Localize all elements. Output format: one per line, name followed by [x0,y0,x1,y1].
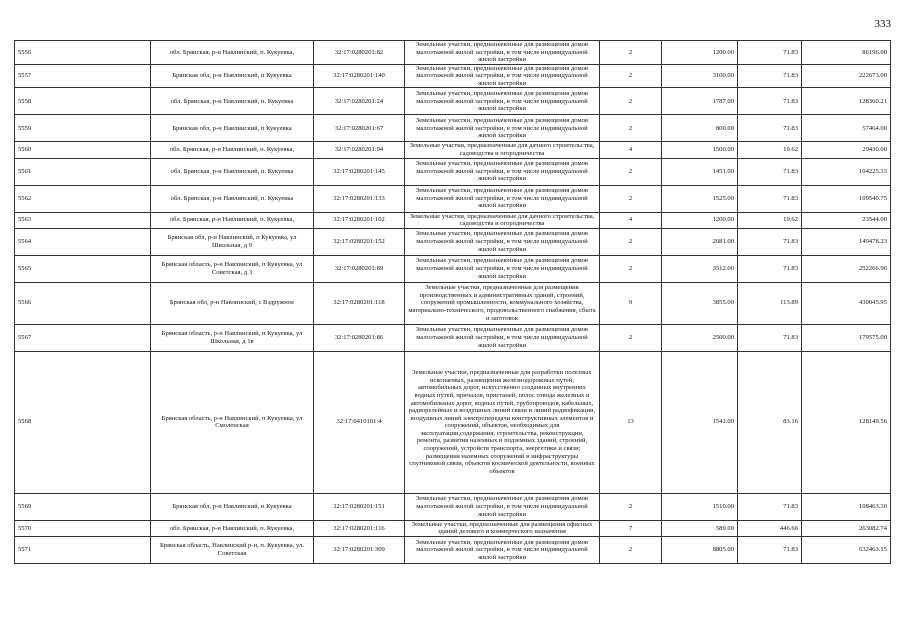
address-cell: обл. Брянская, р-н Навлинский, п. Кукуевка [151,88,314,115]
specific-value-cell: 71.83 [738,64,802,88]
address-cell: обл. Брянская, р-н Навлинский, п. Кукуевка [151,185,314,212]
cadastral-number-cell: 32:17:0280201:67 [314,115,405,142]
cadastral-number-cell: 32:17:0280201:89 [314,255,405,282]
specific-value-cell: 71.83 [738,228,802,255]
cadastral-value-cell: 439045.95 [802,282,891,324]
record-number: 5568 [15,351,151,493]
table-row [15,228,891,255]
specific-value-cell: 446.66 [738,520,802,536]
area-cell: 1525.00 [662,185,738,212]
address-cell: Брянская обл, р-н Навлинский, п Кукуевка, ул Школьная, д 9 [151,228,314,255]
address-cell: обл. Брянская, р-н Навлинский, п. Кукуевка, [151,142,314,158]
area-cell: 1200.00 [662,41,738,65]
address-cell: Брянская обл, р-н Навлинский, п Кукуевка [151,493,314,520]
record-number: 5571 [15,536,151,563]
land-use-cell: Земельные участки, предназначенные для разработки полезных ископаемых, размещения железнодорожных путей, автомобильных дорог, искусственно созданных внутренних водных путей, причалов, пристаней, полос отвода железных и автомобильных дорог, водных путей, трубопроводов, кабельных, радиорелейных и воздушных линий связи и линий радиофикации, воздушных линий электропередачи конструктивных элементов и сооружений, объектов, необходимых для эксплуатации,содержания, строительства, реконструкции, ремонта, развития наземных и подземных зданий, строений, сооружений, устройств транспорта, энергетики и связи; размещения наземных сооружений и инфраструктуры спутниковой связи, объектов космической деятельности, военных объектов [405,351,600,493]
table-row [15,520,891,536]
table-row [15,212,891,228]
table-row [15,41,891,65]
group-cell: 2 [600,228,662,255]
cadastral-value-cell: 104225.33 [802,158,891,185]
specific-value-cell: 71.83 [738,324,802,351]
land-use-cell: Земельные участки, предназначенные для размещения домов малоэтажной жилой застройки, в том числе индивидуальной жилой застройки [405,41,600,65]
table-row [15,536,891,563]
cadastral-value-table [14,40,891,564]
specific-value-cell: 83.16 [738,351,802,493]
cadastral-number-cell: 32:17:0280201:152 [314,228,405,255]
group-cell: 7 [600,520,662,536]
group-cell: 13 [600,351,662,493]
address-cell: Брянская обл, р-н Навлинский, п Кукуевка [151,64,314,88]
specific-value-cell: 71.83 [738,158,802,185]
address-cell: обл. Брянская, р-н Навлинский, п. Кукуевка, [151,41,314,65]
cadastral-value-cell: 109540.75 [802,185,891,212]
table-row [15,142,891,158]
cadastral-value-cell: 222673.00 [802,64,891,88]
table-row [15,351,891,493]
area-cell: 8805.00 [662,536,738,563]
cadastral-value-cell: 632463.15 [802,536,891,563]
specific-value-cell: 19.62 [738,142,802,158]
area-cell: 3100.00 [662,64,738,88]
record-number: 5562 [15,185,151,212]
specific-value-cell: 71.83 [738,41,802,65]
cadastral-value-cell: 128149.56 [802,351,891,493]
record-number: 5569 [15,493,151,520]
table-row [15,255,891,282]
record-number: 5565 [15,255,151,282]
land-use-cell: Земельные участки, предназначенные для размещения домов малоэтажной жилой застройки, в том числе индивидуальной жилой застройки [405,64,600,88]
table-row [15,282,891,324]
record-number: 5566 [15,282,151,324]
area-cell: 1451.00 [662,158,738,185]
record-number: 5556 [15,41,151,65]
group-cell: 2 [600,324,662,351]
area-cell: 3855.00 [662,282,738,324]
area-cell: 3512.00 [662,255,738,282]
address-cell: обл. Брянская, р-н Навлинский, п. Кукуевка [151,158,314,185]
record-number: 5557 [15,64,151,88]
table-row [15,158,891,185]
area-cell: 2081.00 [662,228,738,255]
specific-value-cell: 71.83 [738,88,802,115]
table-row [15,115,891,142]
cadastral-value-cell: 23544.00 [802,212,891,228]
cadastral-number-cell: 32:17:0280201:309 [314,536,405,563]
land-use-cell: Земельные участки, предназначенные для дачного строительства, садоводства и огородничества [405,142,600,158]
land-use-cell: Земельные участки, предназначенные для размещения домов малоэтажной жилой застройки, в том числе индивидуальной жилой застройки [405,88,600,115]
land-use-cell: Земельные участки, предназначенные для размещения офисных зданий делового и коммерческого назначения [405,520,600,536]
cadastral-number-cell: 32:17:0280201:82 [314,41,405,65]
cadastral-number-cell: 32:17:0280201:133 [314,185,405,212]
group-cell: 4 [600,142,662,158]
land-use-cell: Земельные участки, предназначенные для размещения домов малоэтажной жилой застройки, в том числе индивидуальной жилой застройки [405,115,600,142]
area-cell: 1200.00 [662,212,738,228]
land-use-cell: Земельные участки, предназначенные для размещения домов малоэтажной жилой застройки, в том числе индивидуальной жилой застройки [405,255,600,282]
specific-value-cell: 71.83 [738,493,802,520]
area-cell: 589.00 [662,520,738,536]
land-use-cell: Земельные участки, предназначенные для размещения домов малоэтажной жилой застройки, в том числе индивидуальной жилой застройки [405,185,600,212]
area-cell: 1787.00 [662,88,738,115]
land-use-cell: Земельные участки, предназначенные для размещения домов малоэтажной жилой застройки, в том числе индивидуальной жилой застройки [405,158,600,185]
group-cell: 2 [600,493,662,520]
area-cell: 2500.00 [662,324,738,351]
group-cell: 2 [600,115,662,142]
cadastral-number-cell: 32:17:0280201:116 [314,520,405,536]
land-use-cell: Земельные участки, предназначенные для размещения домов малоэтажной жилой застройки, в том числе индивидуальной жилой застройки [405,324,600,351]
cadastral-number-cell: 32:17:0280201:94 [314,142,405,158]
land-use-cell: Земельные участки, предназначенные для дачного строительства, садоводства и огородничества [405,212,600,228]
specific-value-cell: 113.89 [738,282,802,324]
table-row [15,64,891,88]
record-number: 5563 [15,212,151,228]
record-number: 5564 [15,228,151,255]
cadastral-number-cell: 32:17:0280201:140 [314,64,405,88]
cadastral-value-cell: 149478.23 [802,228,891,255]
cadastral-number-cell: 32:17:0280201:24 [314,88,405,115]
record-number: 5558 [15,88,151,115]
table-row [15,324,891,351]
cadastral-value-cell: 179575.00 [802,324,891,351]
area-cell: 1500.00 [662,142,738,158]
address-cell: Брянская область, р-н Навлинский, п Кукуевка, ул Советская, д 3 [151,255,314,282]
page-number: 333 [874,18,891,30]
cadastral-value-cell: 86196.00 [802,41,891,65]
address-cell: Брянская область, р-н Навлинский, п Кукуевка, ул Школьная, д 1в [151,324,314,351]
group-cell: 4 [600,212,662,228]
specific-value-cell: 71.83 [738,255,802,282]
area-cell: 1510.00 [662,493,738,520]
cadastral-number-cell: 32:17:0280201:151 [314,493,405,520]
group-cell: 2 [600,185,662,212]
record-number: 5561 [15,158,151,185]
land-use-cell: Земельные участки, предназначенные для размещения домов малоэтажной жилой застройки, в том числе индивидуальной жилой застройки [405,493,600,520]
group-cell: 9 [600,282,662,324]
address-cell: Брянская обл, р-н Навлинский, с Вздружное [151,282,314,324]
address-cell: Брянская область, Навлинский р-н, п. Кукуевка, ул. Советская [151,536,314,563]
address-cell: Брянская область, р-н Навлинский, п Кукуевка, ул Смоленская [151,351,314,493]
table-row [15,185,891,212]
table-row [15,493,891,520]
record-number: 5559 [15,115,151,142]
group-cell: 2 [600,88,662,115]
group-cell: 2 [600,64,662,88]
area-cell: 1541.00 [662,351,738,493]
address-cell: обл. Брянская, р-н Навлинский, п. Кукуевка, [151,520,314,536]
cadastral-number-cell: 32:17:0280201:118 [314,282,405,324]
cadastral-value-cell: 128360.21 [802,88,891,115]
record-number: 5570 [15,520,151,536]
group-cell: 2 [600,158,662,185]
cadastral-value-cell: 57464.00 [802,115,891,142]
specific-value-cell: 19.62 [738,212,802,228]
record-number: 5560 [15,142,151,158]
address-cell: обл. Брянская, р-н Навлинский, п. Кукуевка, [151,212,314,228]
land-use-cell: Земельные участки, предназначенные для размещения домов малоэтажной жилой застройки, в том числе индивидуальной жилой застройки [405,228,600,255]
specific-value-cell: 71.83 [738,115,802,142]
land-use-cell: Земельные участки, предназначенные для размещения производственных и административных зданий, строений, сооружений промышленности, коммунального хозяйства, материально-технического, продовольственного снабжения, сбыта и заготовок [405,282,600,324]
cadastral-value-cell: 29430.00 [802,142,891,158]
table-row [15,88,891,115]
cadastral-number-cell: 32:17:0410101:4 [314,351,405,493]
group-cell: 2 [600,41,662,65]
specific-value-cell: 71.83 [738,185,802,212]
land-use-cell: Земельные участки, предназначенные для размещения домов малоэтажной жилой застройки, в том числе индивидуальной жилой застройки [405,536,600,563]
record-number: 5567 [15,324,151,351]
cadastral-number-cell: 32:17:0280201:102 [314,212,405,228]
specific-value-cell: 71.83 [738,536,802,563]
address-cell: Брянская обл, р-н Навлинский, п Кукуевка [151,115,314,142]
cadastral-value-cell: 108463.30 [802,493,891,520]
cadastral-value-cell: 263082.74 [802,520,891,536]
group-cell: 2 [600,536,662,563]
area-cell: 800.00 [662,115,738,142]
cadastral-value-cell: 252266.96 [802,255,891,282]
group-cell: 2 [600,255,662,282]
cadastral-number-cell: 32:17:0280201:145 [314,158,405,185]
cadastral-number-cell: 32:17:0280201:86 [314,324,405,351]
